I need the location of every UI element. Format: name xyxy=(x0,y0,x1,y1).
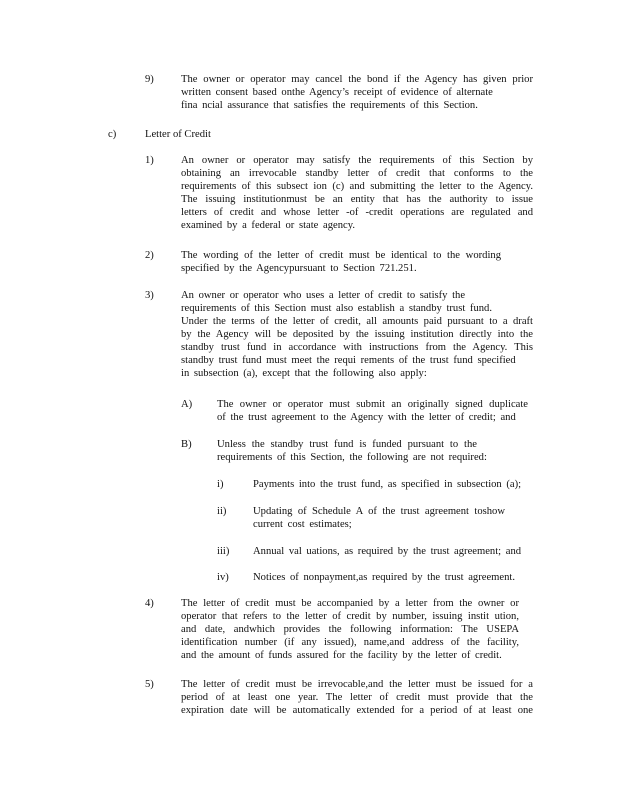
text-line: written consent based onthe Agency’s receipt of evidence of alternate xyxy=(181,87,493,98)
item-5-label: 5) xyxy=(145,679,154,690)
item-3a-label: A) xyxy=(181,399,193,410)
item-4-text xyxy=(181,597,519,662)
item-3b-iv-label: iv) xyxy=(217,572,229,583)
item-2-label: 2) xyxy=(145,250,154,261)
section-c-title: Letter of Credit xyxy=(145,129,211,140)
text-line: An owner or operator who uses a letter of credit to satisfy the xyxy=(181,290,466,301)
item-3b-iii-label: iii) xyxy=(217,546,230,557)
item-1-label: 1) xyxy=(145,155,154,166)
item-2-text xyxy=(181,249,501,275)
text-line: expiration date will be automatically extended for a period of at least one xyxy=(181,705,533,716)
item-9-label: 9) xyxy=(145,74,154,85)
item-9-text xyxy=(181,73,533,112)
text-line: An owner or operator may satisfy the requirements of this Section by xyxy=(181,155,533,166)
text-line: operator that refers to the letter of credit by number, issuing instit ution, xyxy=(181,611,519,622)
text-line: and the amount of funds assured for the facility by the letter of credit. xyxy=(181,650,502,661)
text-line: current cost estimates; xyxy=(253,519,352,530)
text-line: requirements of this Section must also establish a standby trust fund. xyxy=(181,303,492,314)
text-line: letters of credit and whose letter -of -credit operations are regulated and xyxy=(181,207,533,218)
item-3b-i-label: i) xyxy=(217,479,224,490)
text-line: in subsection (a), except that the following also apply: xyxy=(181,368,427,379)
text-line: of the trust agreement to the Agency with the letter of credit; and xyxy=(217,412,516,423)
text-line: The owner or operator must submit an originally signed duplicate xyxy=(217,399,528,410)
text-line: period of at least one year. The letter of credit must provide that the xyxy=(181,692,533,703)
text-line: The issuing institutionmust be an entity that has the authority to issue xyxy=(181,194,533,205)
section-c-label: c) xyxy=(108,129,117,140)
item-3a-text xyxy=(217,398,528,424)
item-3b-label: B) xyxy=(181,439,192,450)
text-line: The letter of credit must be irrevocable,and the letter must be issued for a xyxy=(181,679,533,690)
item-3b-ii-text xyxy=(253,505,505,531)
text-line: identification number (if any issued), name,and address of the facility, xyxy=(181,637,519,648)
text-line: specified by the Agencypursuant to Section 721.251. xyxy=(181,263,417,274)
text-line: Payments into the trust fund, as specified in subsection (a); xyxy=(253,479,522,490)
item-3b-i-text xyxy=(253,478,535,491)
text-line: fina ncial assurance that satisfies the requirements of this Section. xyxy=(181,100,478,111)
text-line: Unless the standby trust fund is funded pursuant to the xyxy=(217,439,477,450)
text-line: The wording of the letter of credit must be identical to the wording xyxy=(181,250,501,261)
text-line: requirements of this Section, the following are not required: xyxy=(217,452,487,463)
text-line: Notices of nonpayment,as required by the trust agreement. xyxy=(253,572,515,583)
text-line: obtaining an irrevocable standby letter of credit that conforms to the xyxy=(181,168,533,179)
text-line: standby trust fund in accordance with instructions from the Agency. This xyxy=(181,342,533,353)
text-line: standby trust fund must meet the requi rements of the trust fund specified xyxy=(181,355,516,366)
item-3b-text xyxy=(217,438,487,464)
item-3-label: 3) xyxy=(145,290,154,301)
item-3b-iv-text xyxy=(253,571,528,584)
text-line: by the Agency will be deposited by the issuing institution directly into the xyxy=(181,329,533,340)
text-line: The letter of credit must be accompanied by a letter from the owner or xyxy=(181,598,519,609)
item-1-text xyxy=(181,154,533,232)
item-4-label: 4) xyxy=(145,598,154,609)
item-3-text xyxy=(181,289,533,380)
text-line: examined by a federal or state agency. xyxy=(181,220,355,231)
text-line: requirements of this subsect ion (c) and submitting the letter to the Agency. xyxy=(181,181,533,192)
item-5-text xyxy=(181,678,533,717)
text-line: Updating of Schedule A of the trust agreement toshow xyxy=(253,506,505,517)
item-3b-iii-text xyxy=(253,545,533,558)
text-line: Under the terms of the letter of credit, all amounts paid pursuant to a draft xyxy=(181,316,533,327)
text-line: The owner or operator may cancel the bond if the Agency has given prior xyxy=(181,74,533,85)
text-line: Annual val uations, as required by the trust agreement; and xyxy=(253,546,522,557)
text-line: and date, andwhich provides the following information: The USEPA xyxy=(181,624,519,635)
item-3b-ii-label: ii) xyxy=(217,506,227,517)
